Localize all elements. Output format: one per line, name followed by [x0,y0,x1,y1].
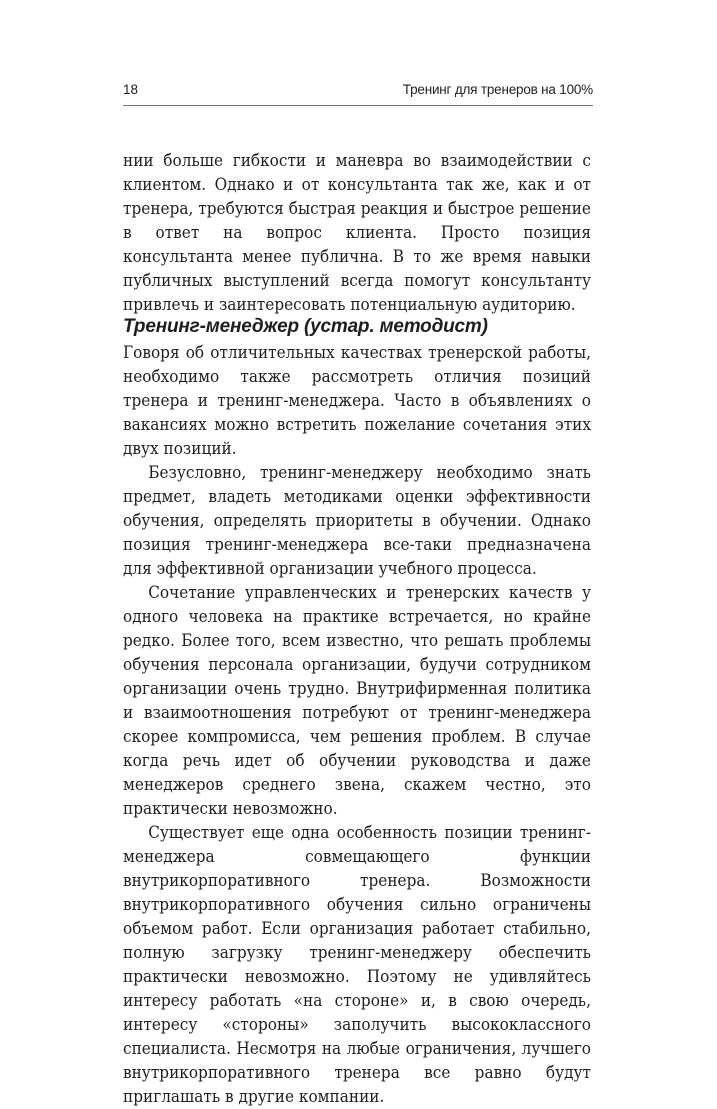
lead-paragraph: нии больше гибкости и маневра во взаимодействии с клиентом. Однако и от консультанта так же, как и от тренера, требуются быстрая реакция и быстрое решение в ответ на вопрос клиента. Просто позиция консультанта менее публична. В то же время навыки публичных выступлений всегда помогут консультанту привлечь и заинтересовать потенциальную аудиторию. [123,151,591,315]
page-header [123,82,593,104]
section-paragraph-1: Говоря об отличительных качествах тренерской работы, необходимо также рассмотреть отличия позиций тренера и тренинг-менеджера. Часто в объявлениях о вакансиях можно встретить пожелание сочетания этих двух позиций. [123,343,591,459]
running-title: Тренинг для тренеров на 100% [402,82,593,97]
lead-text-block [123,149,591,317]
section-heading: Тренинг-менеджер (устар. методист) [123,315,488,337]
section-paragraph-2: Безусловно, тренинг-менеджеру необходимо знать предмет, владеть методиками оценки эффективности обучения, определять приоритеты в обучении. Однако позиция тренинг-менеджера все-таки предназначена для эффективной организации учебного процесса. [123,463,591,579]
section-body [123,341,591,1109]
section-paragraph-4: Существует еще одна особенность позиции тренинг-менеджера совмещающего функции внутрикорпоративного тренера. Возможности внутрикорпоративного обучения сильно ограничены объемом работ. Если организация работает стабильно, полную загрузку тренинг-менеджеру обеспечить практически невозможно. Поэтому не удивляйтесь интересу работать «на стороне» и, в свою очередь, интересу «стороны» заполучить высококлассного специалиста. Несмотря на любые ограничения, лучшего внутрикорпоративного тренера все равно будут приглашать в другие компании. [123,823,591,1107]
section-paragraph-3: Сочетание управленческих и тренерских качеств у одного человека на практике встречается, но крайне редко. Более того, всем известно, что решать проблемы обучения персонала организации, будучи сотрудником организации очень трудно. Внутрифирменная политика и взаимоотношения потребуют от тренинг-менеджера скорее компромисса, чем решения проблем. В случае когда речь идет об обучении руководства и даже менеджеров среднего звена, скажем честно, это практически невозможно. [123,583,591,819]
page-number: 18 [123,82,139,97]
header-rule [123,105,593,106]
